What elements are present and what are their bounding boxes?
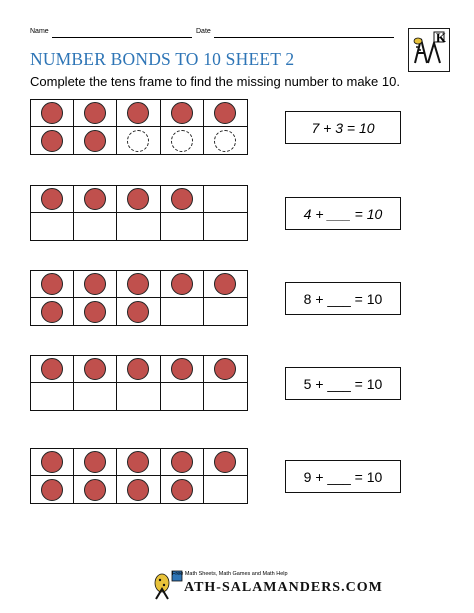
counter-dot [171, 102, 193, 124]
counter-dot [84, 188, 106, 210]
tens-frame-cell[interactable] [204, 271, 247, 298]
counter-dot [127, 301, 149, 323]
tens-frame-cell[interactable] [204, 213, 247, 240]
tens-frame-cell[interactable] [117, 476, 160, 503]
logo-letter: K [435, 30, 446, 45]
tens-frame-cell[interactable] [204, 298, 247, 325]
equation-box[interactable]: 4 + ___ = 10 [285, 197, 401, 230]
instructions: Complete the tens frame to find the missing number to make 10. [30, 74, 400, 89]
tens-frame-cell[interactable] [117, 100, 160, 127]
tens-frame [30, 99, 248, 155]
tens-frame-cell[interactable] [161, 476, 204, 503]
tens-frame-cell[interactable] [117, 127, 160, 154]
tens-frame-cell[interactable] [204, 127, 247, 154]
counter-dot [84, 273, 106, 295]
tens-frame-cell[interactable] [117, 213, 160, 240]
tens-frame-cell[interactable] [117, 449, 160, 476]
counter-dot [41, 273, 63, 295]
tens-frame-cell[interactable] [161, 449, 204, 476]
footer-tagline: Free Math Sheets, Math Games and Math Help [172, 571, 288, 577]
page-title: NUMBER BONDS TO 10 SHEET 2 [30, 49, 295, 69]
tens-frame-cell[interactable] [31, 476, 74, 503]
tens-frame-cell[interactable] [161, 186, 204, 213]
counter-dot [41, 451, 63, 473]
counter-dot [41, 102, 63, 124]
tens-frame-cell[interactable] [161, 213, 204, 240]
name-line [52, 37, 192, 38]
tens-frame-cell[interactable] [31, 100, 74, 127]
tens-frame-cell[interactable] [31, 449, 74, 476]
tens-frame-cell[interactable] [204, 383, 247, 410]
equation-box[interactable]: 8 + ___ = 10 [285, 282, 401, 315]
tens-frame-cell[interactable] [161, 298, 204, 325]
tens-frame-cell[interactable] [204, 476, 247, 503]
tens-frame-cell[interactable] [204, 356, 247, 383]
counter-dot [127, 358, 149, 380]
tens-frame-cell[interactable] [161, 356, 204, 383]
empty-counter-dot [127, 130, 149, 152]
date-label: Date [196, 28, 211, 35]
tens-frame-cell[interactable] [161, 383, 204, 410]
counter-dot [127, 479, 149, 501]
empty-counter-dot [171, 130, 193, 152]
counter-dot [127, 273, 149, 295]
counter-dot [171, 273, 193, 295]
tens-frame [30, 448, 248, 504]
tens-frame-cell[interactable] [161, 127, 204, 154]
tens-frame-cell[interactable] [204, 449, 247, 476]
counter-dot [84, 358, 106, 380]
tens-frame-cell[interactable] [31, 127, 74, 154]
counter-dot [127, 188, 149, 210]
tens-frame-cell[interactable] [74, 383, 117, 410]
name-label: Name [30, 28, 49, 35]
date-line [214, 37, 394, 38]
footer-brand: ATH-SALAMANDERS.COM [184, 580, 383, 595]
tens-frame-cell[interactable] [204, 186, 247, 213]
counter-dot [41, 479, 63, 501]
tens-frame-cell[interactable] [31, 383, 74, 410]
tens-frame-cell[interactable] [31, 213, 74, 240]
counter-dot [41, 301, 63, 323]
tens-frame-cell[interactable] [161, 100, 204, 127]
counter-dot [84, 102, 106, 124]
tens-frame-cell[interactable] [74, 298, 117, 325]
counter-dot [41, 358, 63, 380]
counter-dot [127, 102, 149, 124]
tens-frame [30, 185, 248, 241]
tens-frame-cell[interactable] [117, 383, 160, 410]
counter-dot [214, 273, 236, 295]
equation-box[interactable]: 7 + 3 = 10 [285, 111, 401, 144]
salamander-k-logo-icon [408, 28, 450, 72]
tens-frame-cell[interactable] [117, 356, 160, 383]
counter-dot [214, 358, 236, 380]
tens-frame-cell[interactable] [74, 127, 117, 154]
tens-frame-cell[interactable] [31, 298, 74, 325]
tens-frame-cell[interactable] [117, 271, 160, 298]
counter-dot [41, 130, 63, 152]
counter-dot [214, 102, 236, 124]
counter-dot [171, 358, 193, 380]
counter-dot [214, 451, 236, 473]
tens-frame-cell[interactable] [31, 271, 74, 298]
equation-box[interactable]: 9 + ___ = 10 [285, 460, 401, 493]
tens-frame-cell[interactable] [74, 186, 117, 213]
tens-frame [30, 270, 248, 326]
counter-dot [41, 188, 63, 210]
counter-dot [84, 451, 106, 473]
tens-frame-cell[interactable] [74, 449, 117, 476]
empty-counter-dot [214, 130, 236, 152]
equation-box[interactable]: 5 + ___ = 10 [285, 367, 401, 400]
tens-frame-cell[interactable] [74, 100, 117, 127]
counter-dot [84, 479, 106, 501]
counter-dot [127, 451, 149, 473]
counter-dot [84, 301, 106, 323]
counter-dot [84, 130, 106, 152]
tens-frame-cell[interactable] [74, 476, 117, 503]
tens-frame-cell[interactable] [161, 271, 204, 298]
counter-dot [171, 479, 193, 501]
tens-frame-cell[interactable] [31, 356, 74, 383]
tens-frame-cell[interactable] [74, 356, 117, 383]
tens-frame-cell[interactable] [74, 271, 117, 298]
tens-frame-cell[interactable] [204, 100, 247, 127]
tens-frame [30, 355, 248, 411]
tens-frame-cell[interactable] [117, 186, 160, 213]
tens-frame-cell[interactable] [74, 213, 117, 240]
tens-frame-cell[interactable] [117, 298, 160, 325]
counter-dot [171, 188, 193, 210]
tens-frame-cell[interactable] [31, 186, 74, 213]
counter-dot [171, 451, 193, 473]
